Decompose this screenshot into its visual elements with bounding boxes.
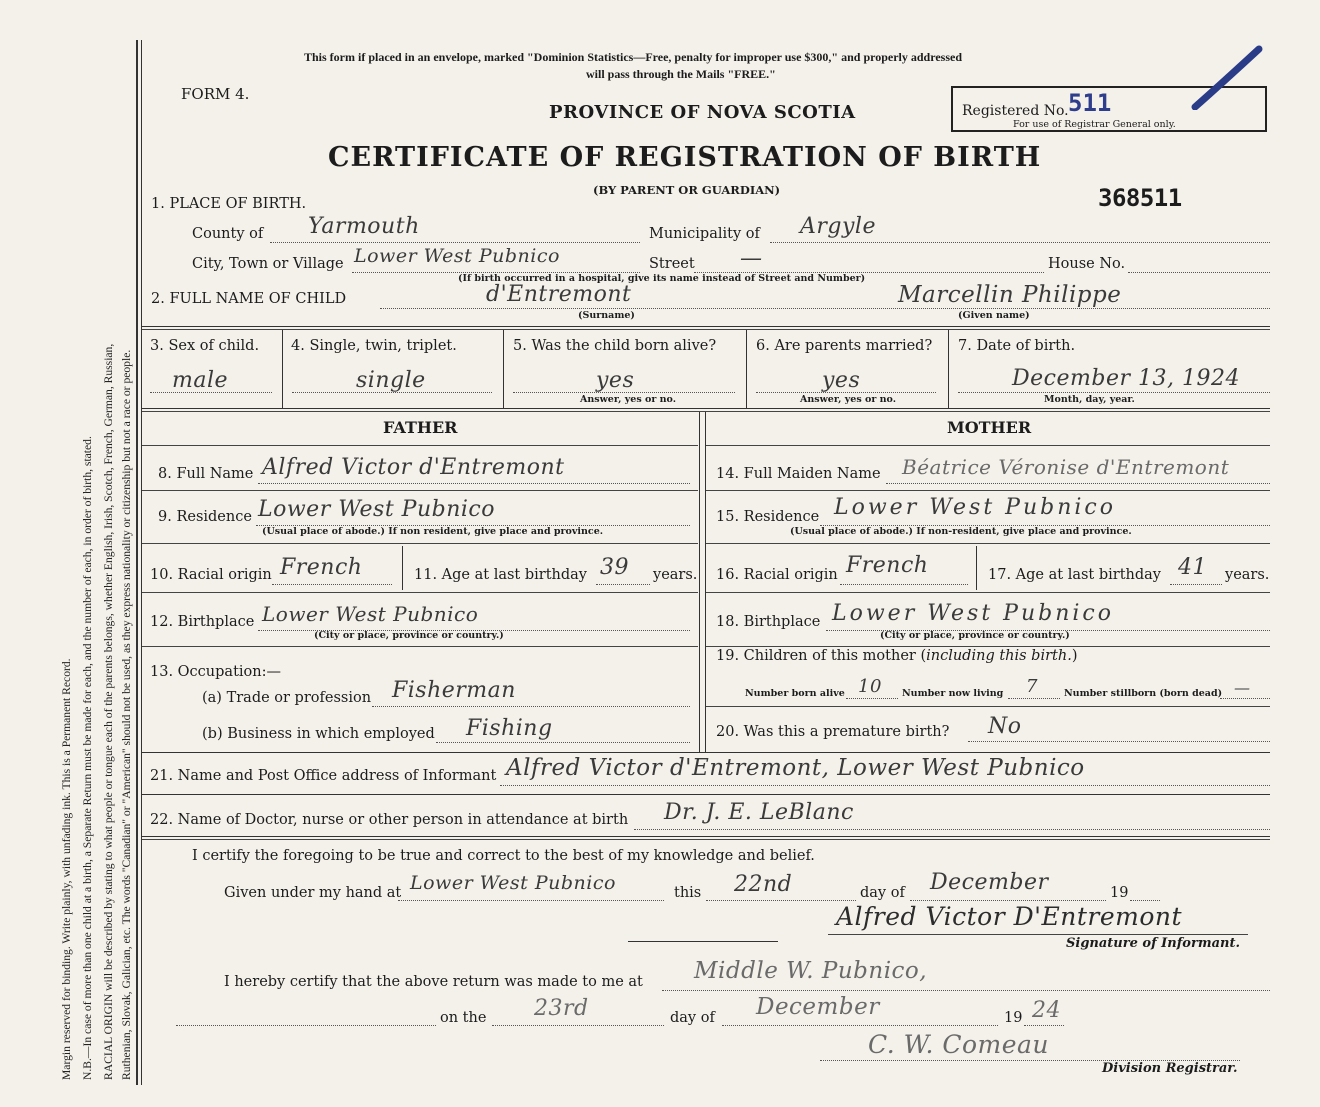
given-caption: (Given name) — [958, 310, 1030, 321]
plurality-value: single — [356, 368, 426, 393]
children-label-a: 19. Children of this mother ( — [716, 648, 927, 664]
given-month: December — [930, 870, 1049, 895]
plurality-label: 4. Single, twin, triplet. — [291, 338, 457, 354]
now-living-label: Number now living — [902, 688, 1004, 699]
premature-value: No — [988, 714, 1022, 739]
parents-divider — [699, 412, 700, 752]
registrar-month: December — [756, 994, 880, 1020]
sex-label: 3. Sex of child. — [150, 338, 260, 354]
trade-value: Fisherman — [392, 678, 516, 703]
child-name-label: 2. FULL NAME OF CHILD — [151, 291, 347, 307]
signature-caption: Signature of Informant. — [1066, 936, 1240, 951]
father-name-value: Alfred Victor d'Entremont — [262, 455, 565, 480]
mother-name-value: Béatrice Véronise d'Entremont — [902, 455, 1230, 479]
registrar-caption: Division Registrar. — [1102, 1061, 1238, 1076]
on-the-label: on the — [440, 1010, 487, 1026]
mother-age-label: 17. Age at last birthday — [988, 567, 1161, 583]
trade-label: (a) Trade or profession — [202, 690, 372, 706]
mother-age-value: 41 — [1178, 555, 1207, 580]
father-birthplace-value: Lower West Pubnico — [262, 602, 479, 626]
mother-birthplace-caption: (City or place, province or country.) — [880, 630, 1070, 641]
registrar-signature: C. W. Comeau — [868, 1030, 1050, 1059]
informant-signature: Alfred Victor D'Entremont — [836, 902, 1183, 931]
stillborn-value: — — [1234, 678, 1251, 697]
mail-notice-line2: will pass through the Mails "FREE." — [586, 67, 776, 81]
married-label: 6. Are parents married? — [756, 338, 933, 354]
street-label: Street — [649, 256, 695, 272]
father-name-label: 8. Full Name — [158, 466, 254, 482]
margin-note-3: RACIAL ORIGIN will be described by stating to what people or tongue each of the parents belongs, whether English, Irish, Scotch, French, German, Russian, — [102, 343, 115, 1080]
margin-note-1: Margin reserved for binding. Write plainly, with unfading ink. This is a Permanent Record. — [60, 658, 73, 1080]
form-number: FORM 4. — [181, 85, 250, 103]
father-birthplace-caption: (City or place, province or country.) — [314, 630, 504, 641]
born-alive-value: 10 — [858, 676, 882, 697]
mail-notice-line1: This form if placed in an envelope, marked "Dominion Statistics—Free, penalty for improper use $300," and properly addressed — [304, 50, 963, 64]
business-label: (b) Business in which employed — [202, 726, 435, 742]
binding-rule — [136, 40, 138, 1085]
registrar-note: For use of Registrar General only. — [1013, 119, 1176, 130]
surname-caption: (Surname) — [578, 310, 635, 321]
given-place: Lower West Pubnico — [410, 872, 616, 894]
alive-value: yes — [596, 368, 635, 393]
registrar-statement: I hereby certify that the above return was made to me at — [224, 974, 643, 990]
registered-label: Registered No. — [962, 103, 1069, 119]
certify-statement: I certify the foregoing to be true and correct to the best of my knowledge and belief. — [192, 848, 815, 864]
registrar-day-of-label: day of — [670, 1010, 715, 1026]
premature-label: 20. Was this a premature birth? — [716, 724, 950, 740]
mother-residence-value: Lower West Pubnico — [834, 495, 1117, 520]
alive-caption: Answer, yes or no. — [580, 394, 677, 405]
binding-rule-inner — [141, 40, 142, 1085]
street-value: — — [740, 246, 763, 271]
city-value: Lower West Pubnico — [354, 245, 560, 267]
this-label: this — [674, 885, 702, 901]
registrar-year-suffix: 24 — [1032, 998, 1061, 1023]
county-value: Yarmouth — [308, 214, 420, 239]
informant-label: 21. Name and Post Office address of Informant — [150, 768, 497, 784]
margin-note-4: Ruthenian, Slovak, Galician, etc. The words "Canadian" or "American" should not be used, as they express nationality or citizenship but not a race or people. — [120, 349, 133, 1080]
father-racial-value: French — [280, 555, 363, 580]
now-living-value: 7 — [1026, 676, 1038, 697]
mother-name-label: 14. Full Maiden Name — [716, 466, 881, 482]
married-value: yes — [822, 368, 861, 393]
given-day: 22nd — [734, 872, 793, 897]
mother-residence-caption: (Usual place of abode.) If non-resident, give place and province. — [790, 526, 1132, 537]
occupation-label: 13. Occupation:— — [150, 664, 281, 680]
father-racial-label: 10. Racial origin — [150, 567, 272, 583]
mother-heading: MOTHER — [947, 418, 1032, 437]
given-label: Given under my hand at — [224, 885, 402, 901]
alive-label: 5. Was the child born alive? — [513, 338, 717, 354]
mother-racial-label: 16. Racial origin — [716, 567, 838, 583]
sex-value: male — [172, 368, 229, 393]
father-birthplace-label: 12. Birthplace — [150, 614, 255, 630]
certificate-subtitle: (BY PARENT OR GUARDIAN) — [593, 183, 781, 197]
dob-value: December 13, 1924 — [1012, 366, 1240, 391]
registered-value: 511 — [1068, 89, 1112, 117]
registrar-year-prefix: 19 — [1004, 1010, 1023, 1026]
father-residence-caption: (Usual place of abode.) If non resident, give place and province. — [262, 526, 604, 537]
county-label: County of — [192, 226, 264, 242]
father-heading: FATHER — [383, 418, 458, 437]
hospital-note: (If birth occurred in a hospital, give its name instead of Street and Number) — [458, 273, 866, 284]
father-age-unit: years. — [653, 567, 698, 583]
father-residence-value: Lower West Pubnico — [258, 497, 496, 522]
house-label: House No. — [1048, 256, 1126, 272]
father-age-label: 11. Age at last birthday — [414, 567, 587, 583]
dob-caption: Month, day, year. — [1044, 394, 1135, 405]
registrar-place: Middle W. Pubnico, — [694, 958, 928, 984]
business-value: Fishing — [466, 716, 553, 741]
born-alive-label: Number born alive — [745, 688, 845, 699]
doctor-label: 22. Name of Doctor, nurse or other person in attendance at birth — [150, 812, 629, 828]
mother-residence-label: 15. Residence — [716, 509, 820, 525]
stillborn-label: Number stillborn (born dead) — [1064, 688, 1223, 699]
children-label-c: ) — [1071, 648, 1078, 664]
children-label-b: including this birth. — [926, 648, 1072, 664]
mother-racial-value: French — [846, 553, 929, 578]
mother-birthplace-label: 18. Birthplace — [716, 614, 821, 630]
children-label — [716, 648, 1077, 664]
father-residence-label: 9. Residence — [158, 509, 252, 525]
registrar-day: 23rd — [534, 996, 589, 1021]
informant-value: Alfred Victor d'Entremont, Lower West Pubnico — [506, 755, 1085, 781]
certificate-title: CERTIFICATE OF REGISTRATION OF BIRTH — [328, 142, 1042, 173]
year-prefix: 19 — [1110, 885, 1129, 901]
divider — [142, 326, 1270, 327]
mother-birthplace-value: Lower West Pubnico — [832, 601, 1115, 626]
dob-label: 7. Date of birth. — [958, 338, 1076, 354]
child-given-value: Marcellin Philippe — [898, 282, 1122, 308]
municipality-label: Municipality of — [649, 226, 760, 242]
child-surname-value: d'Entremont — [486, 282, 632, 307]
mother-age-unit: years. — [1225, 567, 1270, 583]
father-age-value: 39 — [600, 555, 629, 580]
place-section-label: 1. PLACE OF BIRTH. — [151, 196, 307, 212]
stamp-number: 368511 — [1098, 184, 1182, 212]
check-mark — [1185, 45, 1265, 110]
doctor-value: Dr. J. E. LeBlanc — [664, 800, 854, 825]
province-heading: PROVINCE OF NOVA SCOTIA — [549, 102, 856, 123]
married-caption: Answer, yes or no. — [800, 394, 897, 405]
city-label: City, Town or Village — [192, 256, 344, 272]
municipality-value: Argyle — [800, 214, 876, 239]
day-of-label: day of — [860, 885, 905, 901]
margin-note-2: N.B.—In case of more than one child at a birth, a Separate Return must be made for each, and the number of each, in order of birth, stated. — [81, 436, 94, 1080]
